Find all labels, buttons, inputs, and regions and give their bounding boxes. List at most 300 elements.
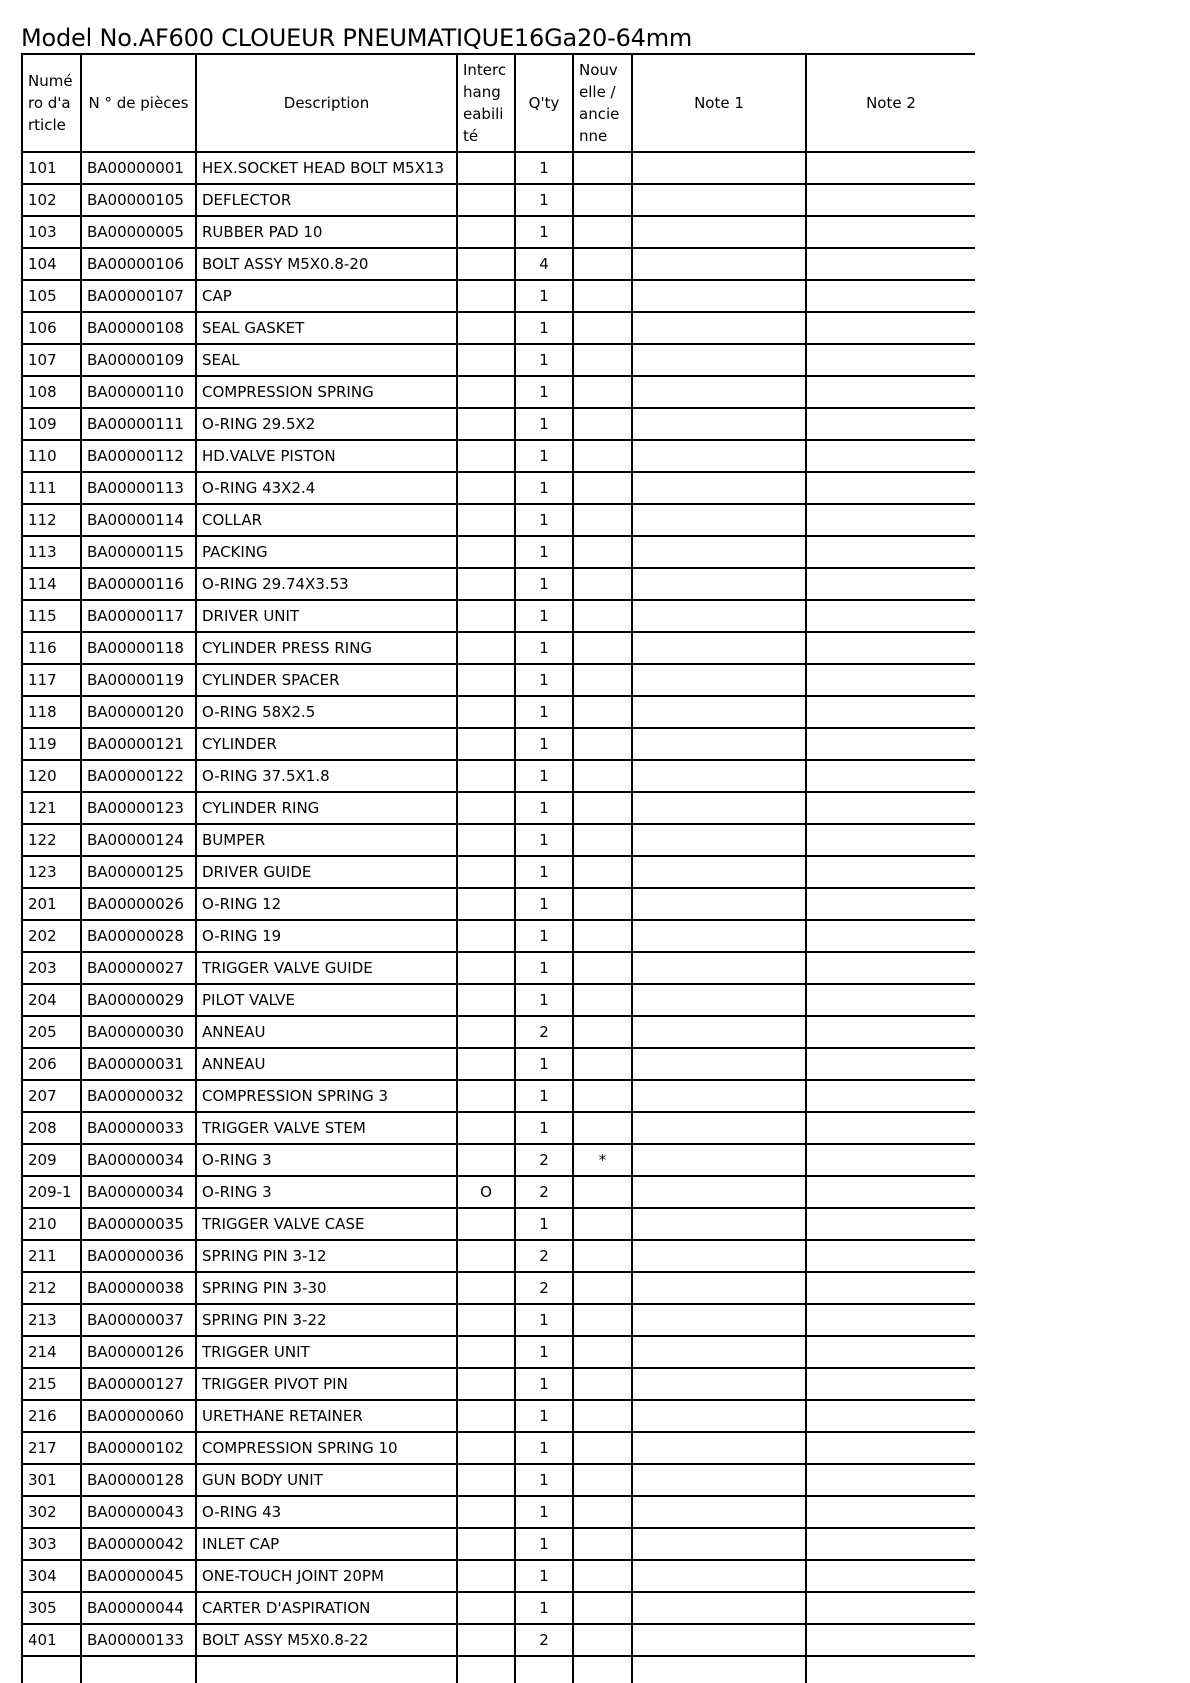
cell-qty: 1 (515, 728, 573, 760)
cell-note1 (632, 216, 806, 248)
table-row (22, 1592, 975, 1624)
cell-note1 (632, 1592, 806, 1624)
parts-table (21, 53, 975, 1683)
cell-qty: 1 (515, 312, 573, 344)
cell-description: CARTER D'ASPIRATION (196, 1592, 457, 1624)
cell-qty: 2 (515, 1272, 573, 1304)
cell-item-no: 120 (22, 760, 81, 792)
cell-item-no: 401 (22, 1624, 81, 1656)
cell-part-no: BA00000044 (81, 1592, 196, 1624)
cell-qty: 1 (515, 472, 573, 504)
table-row (22, 280, 975, 312)
cell-note1 (632, 1016, 806, 1048)
cell-item-no: 207 (22, 1080, 81, 1112)
cell-note1 (632, 1208, 806, 1240)
table-row (22, 472, 975, 504)
table-row (22, 1368, 975, 1400)
cell-item-no: 210 (22, 1208, 81, 1240)
table-row (22, 1336, 975, 1368)
cell-part-no: BA00000032 (81, 1080, 196, 1112)
cell-item-no: 303 (22, 1528, 81, 1560)
cell-description: PILOT VALVE (196, 984, 457, 1016)
table-row (22, 1496, 975, 1528)
cell-interchangeability (457, 1368, 515, 1400)
cell-description: HD.VALVE PISTON (196, 440, 457, 472)
cell-note2 (806, 1432, 975, 1464)
cell-description: SEAL GASKET (196, 312, 457, 344)
cell-note1 (632, 344, 806, 376)
cell-note2 (806, 1336, 975, 1368)
cell-item-no: 121 (22, 792, 81, 824)
cell-item-no: 104 (22, 248, 81, 280)
cell-new-old (573, 632, 632, 664)
cell-part-no: BA00000121 (81, 728, 196, 760)
cell-note1 (632, 952, 806, 984)
cell-item-no: 212 (22, 1272, 81, 1304)
cell-item-no: 122 (22, 824, 81, 856)
cell-part-no: BA00000128 (81, 1464, 196, 1496)
cell-item-no: 110 (22, 440, 81, 472)
cell-note1 (632, 1624, 806, 1656)
cell-description: ANNEAU (196, 1016, 457, 1048)
cell-new-old (573, 728, 632, 760)
cell-note2 (806, 1592, 975, 1624)
cell-item-no: 106 (22, 312, 81, 344)
cell-item-no: 217 (22, 1432, 81, 1464)
cell-interchangeability: O (457, 1176, 515, 1208)
table-row (22, 952, 975, 984)
cell-part-no (81, 1656, 196, 1683)
cell-qty: 1 (515, 632, 573, 664)
header-note2: Note 2 (806, 54, 975, 152)
table-row (22, 792, 975, 824)
cell-description: CYLINDER SPACER (196, 664, 457, 696)
cell-interchangeability (457, 760, 515, 792)
cell-qty: 1 (515, 1368, 573, 1400)
cell-interchangeability (457, 1304, 515, 1336)
cell-note1 (632, 184, 806, 216)
table-row (22, 1208, 975, 1240)
cell-note1 (632, 504, 806, 536)
cell-description: DRIVER UNIT (196, 600, 457, 632)
cell-new-old (573, 1304, 632, 1336)
cell-note1 (632, 1432, 806, 1464)
cell-note1 (632, 1144, 806, 1176)
cell-new-old (573, 1240, 632, 1272)
cell-qty: 1 (515, 1592, 573, 1624)
table-row (22, 600, 975, 632)
cell-description: ONE-TOUCH JOINT 20PM (196, 1560, 457, 1592)
cell-part-no: BA00000122 (81, 760, 196, 792)
cell-note1 (632, 376, 806, 408)
cell-note2 (806, 216, 975, 248)
cell-description: O-RING 19 (196, 920, 457, 952)
cell-note1 (632, 632, 806, 664)
cell-note2 (806, 376, 975, 408)
cell-qty: 1 (515, 1560, 573, 1592)
cell-description: O-RING 58X2.5 (196, 696, 457, 728)
cell-description: SEAL (196, 344, 457, 376)
cell-item-no: 113 (22, 536, 81, 568)
cell-new-old: * (573, 1144, 632, 1176)
cell-new-old (573, 984, 632, 1016)
table-row (22, 184, 975, 216)
cell-description: O-RING 43 (196, 1496, 457, 1528)
cell-item-no: 108 (22, 376, 81, 408)
cell-note2 (806, 1240, 975, 1272)
cell-item-no: 208 (22, 1112, 81, 1144)
cell-qty: 1 (515, 376, 573, 408)
cell-interchangeability (457, 984, 515, 1016)
cell-qty: 1 (515, 344, 573, 376)
cell-note2 (806, 1528, 975, 1560)
cell-note2 (806, 792, 975, 824)
cell-interchangeability (457, 152, 515, 184)
cell-note2 (806, 312, 975, 344)
table-row (22, 984, 975, 1016)
cell-new-old (573, 1560, 632, 1592)
cell-description: O-RING 12 (196, 888, 457, 920)
cell-interchangeability (457, 1112, 515, 1144)
cell-new-old (573, 536, 632, 568)
table-row (22, 376, 975, 408)
cell-part-no: BA00000120 (81, 696, 196, 728)
cell-note1 (632, 248, 806, 280)
cell-note1 (632, 1560, 806, 1592)
cell-description: DRIVER GUIDE (196, 856, 457, 888)
cell-new-old (573, 696, 632, 728)
cell-interchangeability (457, 1528, 515, 1560)
cell-part-no: BA00000036 (81, 1240, 196, 1272)
cell-qty: 1 (515, 1464, 573, 1496)
cell-note2 (806, 1400, 975, 1432)
cell-description: TRIGGER VALVE GUIDE (196, 952, 457, 984)
cell-item-no (22, 1656, 81, 1683)
table-row (22, 248, 975, 280)
cell-description: DEFLECTOR (196, 184, 457, 216)
cell-note1 (632, 1336, 806, 1368)
cell-description: CYLINDER (196, 728, 457, 760)
table-row (22, 408, 975, 440)
cell-note1 (632, 1656, 806, 1683)
cell-part-no: BA00000102 (81, 1432, 196, 1464)
cell-note2 (806, 920, 975, 952)
header-interchangeability: Interchangeabilité (457, 54, 515, 152)
cell-part-no: BA00000005 (81, 216, 196, 248)
cell-note1 (632, 568, 806, 600)
cell-description: TRIGGER UNIT (196, 1336, 457, 1368)
cell-description: GUN BODY UNIT (196, 1464, 457, 1496)
cell-item-no: 216 (22, 1400, 81, 1432)
cell-interchangeability (457, 1592, 515, 1624)
header-description: Description (196, 54, 457, 152)
cell-interchangeability (457, 1656, 515, 1683)
cell-new-old (573, 344, 632, 376)
cell-new-old (573, 888, 632, 920)
cell-note1 (632, 440, 806, 472)
cell-part-no: BA00000133 (81, 1624, 196, 1656)
cell-qty: 1 (515, 440, 573, 472)
table-row (22, 1528, 975, 1560)
cell-item-no: 112 (22, 504, 81, 536)
cell-qty: 1 (515, 504, 573, 536)
cell-part-no: BA00000037 (81, 1304, 196, 1336)
header-row (22, 54, 975, 152)
cell-new-old (573, 1432, 632, 1464)
cell-description: O-RING 29.5X2 (196, 408, 457, 440)
cell-part-no: BA00000114 (81, 504, 196, 536)
cell-description: TRIGGER VALVE CASE (196, 1208, 457, 1240)
cell-part-no: BA00000060 (81, 1400, 196, 1432)
cell-item-no: 202 (22, 920, 81, 952)
cell-note2 (806, 1560, 975, 1592)
cell-qty: 1 (515, 1496, 573, 1528)
cell-new-old (573, 920, 632, 952)
cell-description (196, 1656, 457, 1683)
cell-note2 (806, 1144, 975, 1176)
cell-note1 (632, 1528, 806, 1560)
cell-description: O-RING 37.5X1.8 (196, 760, 457, 792)
cell-note1 (632, 760, 806, 792)
cell-qty: 2 (515, 1176, 573, 1208)
cell-new-old (573, 664, 632, 696)
cell-item-no: 123 (22, 856, 81, 888)
cell-part-no: BA00000031 (81, 1048, 196, 1080)
cell-interchangeability (457, 504, 515, 536)
cell-part-no: BA00000034 (81, 1176, 196, 1208)
cell-new-old (573, 1528, 632, 1560)
page-title: Model No.AF600 CLOUEUR PNEUMATIQUE16Ga20-64mm (21, 24, 693, 52)
cell-interchangeability (457, 248, 515, 280)
cell-item-no: 119 (22, 728, 81, 760)
cell-new-old (573, 472, 632, 504)
cell-interchangeability (457, 376, 515, 408)
cell-note2 (806, 1624, 975, 1656)
cell-interchangeability (457, 1624, 515, 1656)
cell-interchangeability (457, 888, 515, 920)
cell-description: BUMPER (196, 824, 457, 856)
cell-note2 (806, 984, 975, 1016)
table-row (22, 152, 975, 184)
cell-note2 (806, 568, 975, 600)
cell-part-no: BA00000028 (81, 920, 196, 952)
table-row (22, 1304, 975, 1336)
cell-interchangeability (457, 472, 515, 504)
cell-item-no: 114 (22, 568, 81, 600)
cell-note2 (806, 632, 975, 664)
cell-note2 (806, 1080, 975, 1112)
cell-interchangeability (457, 536, 515, 568)
cell-note2 (806, 952, 975, 984)
cell-note2 (806, 504, 975, 536)
cell-part-no: BA00000124 (81, 824, 196, 856)
cell-item-no: 205 (22, 1016, 81, 1048)
cell-note2 (806, 184, 975, 216)
cell-interchangeability (457, 344, 515, 376)
cell-part-no: BA00000127 (81, 1368, 196, 1400)
cell-new-old (573, 376, 632, 408)
cell-note2 (806, 600, 975, 632)
cell-interchangeability (457, 1144, 515, 1176)
cell-part-no: BA00000030 (81, 1016, 196, 1048)
cell-description: COMPRESSION SPRING 10 (196, 1432, 457, 1464)
cell-item-no: 305 (22, 1592, 81, 1624)
cell-description: INLET CAP (196, 1528, 457, 1560)
cell-qty: 1 (515, 1432, 573, 1464)
cell-qty: 2 (515, 1624, 573, 1656)
table-row (22, 1464, 975, 1496)
cell-item-no: 211 (22, 1240, 81, 1272)
cell-new-old (573, 600, 632, 632)
cell-description: O-RING 3 (196, 1176, 457, 1208)
cell-part-no: BA00000123 (81, 792, 196, 824)
cell-part-no: BA00000001 (81, 152, 196, 184)
cell-description: CYLINDER RING (196, 792, 457, 824)
cell-note2 (806, 1304, 975, 1336)
cell-note2 (806, 728, 975, 760)
cell-note2 (806, 408, 975, 440)
cell-interchangeability (457, 1496, 515, 1528)
cell-interchangeability (457, 1400, 515, 1432)
cell-new-old (573, 312, 632, 344)
table-row (22, 1112, 975, 1144)
cell-part-no: BA00000035 (81, 1208, 196, 1240)
cell-new-old (573, 440, 632, 472)
cell-qty: 1 (515, 888, 573, 920)
cell-description: TRIGGER PIVOT PIN (196, 1368, 457, 1400)
cell-part-no: BA00000110 (81, 376, 196, 408)
cell-note1 (632, 888, 806, 920)
cell-note2 (806, 1208, 975, 1240)
cell-note2 (806, 1368, 975, 1400)
cell-new-old (573, 1496, 632, 1528)
cell-interchangeability (457, 1336, 515, 1368)
table-row (22, 888, 975, 920)
cell-interchangeability (457, 1560, 515, 1592)
cell-part-no: BA00000033 (81, 1112, 196, 1144)
cell-new-old (573, 824, 632, 856)
cell-new-old (573, 1656, 632, 1683)
table-row (22, 1560, 975, 1592)
table-row (22, 1240, 975, 1272)
cell-item-no: 109 (22, 408, 81, 440)
cell-qty: 4 (515, 248, 573, 280)
table-body (22, 152, 975, 1683)
cell-item-no: 101 (22, 152, 81, 184)
cell-note1 (632, 824, 806, 856)
cell-new-old (573, 184, 632, 216)
cell-interchangeability (457, 856, 515, 888)
cell-qty: 2 (515, 1016, 573, 1048)
cell-interchangeability (457, 824, 515, 856)
cell-note2 (806, 344, 975, 376)
cell-interchangeability (457, 1208, 515, 1240)
cell-item-no: 118 (22, 696, 81, 728)
cell-note1 (632, 1304, 806, 1336)
cell-new-old (573, 1080, 632, 1112)
cell-new-old (573, 1368, 632, 1400)
cell-new-old (573, 504, 632, 536)
table-row (22, 1400, 975, 1432)
cell-description: SPRING PIN 3-12 (196, 1240, 457, 1272)
cell-note1 (632, 600, 806, 632)
cell-note1 (632, 1240, 806, 1272)
cell-new-old (573, 568, 632, 600)
table-row (22, 568, 975, 600)
cell-qty: 1 (515, 600, 573, 632)
cell-part-no: BA00000116 (81, 568, 196, 600)
table-row (22, 664, 975, 696)
cell-qty: 1 (515, 1080, 573, 1112)
cell-new-old (573, 856, 632, 888)
cell-note1 (632, 984, 806, 1016)
cell-description: SPRING PIN 3-30 (196, 1272, 457, 1304)
cell-qty: 2 (515, 1144, 573, 1176)
cell-part-no: BA00000106 (81, 248, 196, 280)
cell-note1 (632, 1272, 806, 1304)
cell-interchangeability (457, 1080, 515, 1112)
cell-note1 (632, 1400, 806, 1432)
cell-qty: 1 (515, 952, 573, 984)
cell-note2 (806, 1656, 975, 1683)
table-row (22, 504, 975, 536)
cell-interchangeability (457, 184, 515, 216)
parts-table-container (21, 53, 975, 1683)
cell-interchangeability (457, 408, 515, 440)
cell-description: BOLT ASSY M5X0.8-22 (196, 1624, 457, 1656)
cell-note1 (632, 728, 806, 760)
table-row (22, 1272, 975, 1304)
cell-interchangeability (457, 312, 515, 344)
cell-new-old (573, 1048, 632, 1080)
cell-interchangeability (457, 216, 515, 248)
cell-qty: 1 (515, 1048, 573, 1080)
cell-qty: 1 (515, 1112, 573, 1144)
cell-note1 (632, 1112, 806, 1144)
cell-note1 (632, 280, 806, 312)
cell-new-old (573, 1176, 632, 1208)
cell-qty: 1 (515, 792, 573, 824)
cell-new-old (573, 1336, 632, 1368)
cell-qty: 1 (515, 760, 573, 792)
cell-description: SPRING PIN 3-22 (196, 1304, 457, 1336)
cell-note2 (806, 1016, 975, 1048)
table-row (22, 632, 975, 664)
cell-note1 (632, 1464, 806, 1496)
cell-new-old (573, 1400, 632, 1432)
cell-description: HEX.SOCKET HEAD BOLT M5X13 (196, 152, 457, 184)
cell-qty: 1 (515, 1304, 573, 1336)
cell-description: PACKING (196, 536, 457, 568)
cell-note1 (632, 1048, 806, 1080)
cell-interchangeability (457, 920, 515, 952)
cell-qty (515, 1656, 573, 1683)
cell-description: RUBBER PAD 10 (196, 216, 457, 248)
cell-part-no: BA00000108 (81, 312, 196, 344)
header-note1: Note 1 (632, 54, 806, 152)
cell-interchangeability (457, 952, 515, 984)
cell-item-no: 116 (22, 632, 81, 664)
cell-description: O-RING 29.74X3.53 (196, 568, 457, 600)
cell-part-no: BA00000043 (81, 1496, 196, 1528)
cell-note2 (806, 1464, 975, 1496)
cell-interchangeability (457, 696, 515, 728)
cell-qty: 1 (515, 664, 573, 696)
cell-interchangeability (457, 664, 515, 696)
cell-interchangeability (457, 600, 515, 632)
cell-interchangeability (457, 632, 515, 664)
table-row (22, 312, 975, 344)
